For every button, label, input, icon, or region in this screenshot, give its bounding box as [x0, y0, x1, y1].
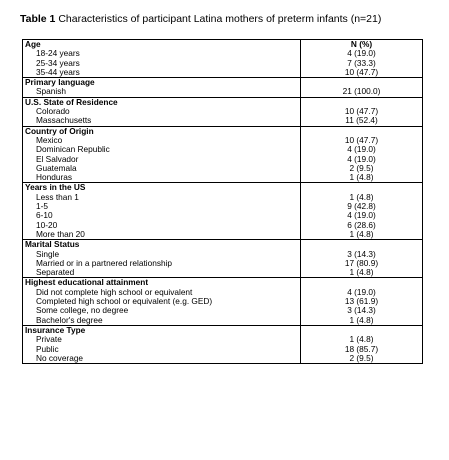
row-label: 35-44 years [36, 67, 80, 77]
row-label: No coverage [36, 353, 84, 363]
table-row [23, 221, 423, 230]
section-header-row [23, 183, 423, 193]
table-row [23, 193, 423, 202]
section-value-empty [301, 78, 423, 88]
row-value: 18 (85.7) [301, 345, 423, 354]
table-row [23, 173, 423, 183]
row-label-cell [23, 116, 301, 126]
row-label-cell [23, 316, 301, 326]
row-label-cell [23, 259, 301, 268]
section-header-row [23, 126, 423, 136]
row-value: 9 (42.8) [301, 202, 423, 211]
row-value: 4 (19.0) [301, 155, 423, 164]
table-row [23, 87, 423, 97]
row-label: 25-34 years [36, 58, 80, 68]
row-label: Less than 1 [36, 192, 79, 202]
value-column-header: N (%) [301, 40, 423, 50]
row-label-cell [23, 250, 301, 259]
row-value: 21 (100.0) [301, 87, 423, 97]
row-label: Married or in a partnered relationship [36, 258, 173, 268]
table-row [23, 345, 423, 354]
row-label: More than 20 [36, 229, 85, 239]
table-row [23, 136, 423, 145]
section-header-row [23, 78, 423, 88]
section-title: Marital Status [23, 240, 301, 250]
table-row [23, 155, 423, 164]
row-label-cell [23, 107, 301, 116]
row-label-cell [23, 173, 301, 183]
section-header-row [23, 325, 423, 335]
row-label-cell [23, 155, 301, 164]
row-label: Guatemala [36, 163, 77, 173]
table-row [23, 259, 423, 268]
row-label: Bachelor's degree [36, 315, 103, 325]
row-label: 10-20 [36, 220, 58, 230]
section-header-row [23, 40, 423, 50]
row-value: 10 (47.7) [301, 68, 423, 78]
characteristics-table-body [23, 40, 423, 364]
row-label-cell [23, 306, 301, 315]
section-title: Years in the US [23, 183, 301, 193]
table-row [23, 116, 423, 126]
row-label: Massachusetts [36, 116, 92, 126]
characteristics-table [22, 39, 423, 364]
table-row [23, 49, 423, 58]
row-label: Single [36, 249, 60, 259]
row-value: 10 (47.7) [301, 136, 423, 145]
table-row [23, 250, 423, 259]
row-value: 10 (47.7) [301, 107, 423, 116]
table-row [23, 335, 423, 344]
row-label-cell [23, 354, 301, 364]
table-row [23, 297, 423, 306]
row-label: El Salvador [36, 154, 79, 164]
row-label-cell [23, 68, 301, 78]
row-label-cell [23, 335, 301, 344]
row-value: 1 (4.8) [301, 230, 423, 240]
row-label-cell [23, 345, 301, 354]
row-value: 4 (19.0) [301, 49, 423, 58]
row-label: Completed high school or equivalent (e.g. GED) [36, 297, 213, 307]
row-label: Colorado [36, 107, 70, 117]
section-value-empty [301, 278, 423, 288]
row-label: Private [36, 335, 62, 345]
section-title: Insurance Type [23, 325, 301, 335]
row-label-cell [23, 288, 301, 297]
section-value-empty [301, 325, 423, 335]
table-row [23, 354, 423, 364]
row-label-cell [23, 221, 301, 230]
row-label: 18-24 years [36, 49, 80, 59]
row-label-cell [23, 268, 301, 278]
row-label-cell [23, 136, 301, 145]
row-label: Spanish [36, 87, 66, 97]
row-value: 4 (19.0) [301, 211, 423, 220]
row-label: 6-10 [36, 211, 53, 221]
table-row [23, 268, 423, 278]
row-label-cell [23, 164, 301, 173]
row-value: 1 (4.8) [301, 173, 423, 183]
section-title: Primary language [23, 78, 301, 88]
section-title: U.S. State of Residence [23, 97, 301, 107]
section-header-row [23, 97, 423, 107]
section-title: Age [23, 40, 301, 50]
row-label: 1-5 [36, 202, 48, 212]
row-label-cell [23, 59, 301, 68]
table-row [23, 107, 423, 116]
row-value: 1 (4.8) [301, 316, 423, 326]
row-value: 17 (80.9) [301, 259, 423, 268]
table-row [23, 306, 423, 315]
table-row [23, 316, 423, 326]
table-row [23, 211, 423, 220]
row-value: 2 (9.5) [301, 354, 423, 364]
row-label-cell [23, 211, 301, 220]
row-label-cell [23, 145, 301, 154]
row-value: 4 (19.0) [301, 145, 423, 154]
row-label: Mexico [36, 135, 63, 145]
section-title: Country of Origin [23, 126, 301, 136]
row-label-cell [23, 230, 301, 240]
section-header-row [23, 278, 423, 288]
row-value: 3 (14.3) [301, 250, 423, 259]
table-row [23, 59, 423, 68]
row-value: 2 (9.5) [301, 164, 423, 173]
row-label-cell [23, 297, 301, 306]
row-label-cell [23, 49, 301, 58]
table-row [23, 230, 423, 240]
row-label-cell [23, 202, 301, 211]
table-caption-text: Characteristics of participant Latina mothers of preterm infants (n=21) [58, 13, 382, 25]
section-value-empty [301, 97, 423, 107]
row-label: Public [36, 344, 59, 354]
row-label-cell [23, 193, 301, 202]
row-label: Some college, no degree [36, 306, 129, 316]
section-value-empty [301, 183, 423, 193]
row-label-cell [23, 87, 301, 97]
table-row [23, 164, 423, 173]
section-value-empty [301, 240, 423, 250]
section-title: Highest educational attainment [23, 278, 301, 288]
row-value: 1 (4.8) [301, 193, 423, 202]
row-value: 4 (19.0) [301, 288, 423, 297]
row-label: Dominican Republic [36, 145, 110, 155]
section-value-empty [301, 126, 423, 136]
table-caption [20, 13, 381, 25]
row-label: Honduras [36, 173, 72, 183]
row-value: 1 (4.8) [301, 335, 423, 344]
row-value: 13 (61.9) [301, 297, 423, 306]
row-label: Separated [36, 268, 75, 278]
table-row [23, 145, 423, 154]
table-row [23, 68, 423, 78]
table-caption-label: Table 1 [20, 13, 56, 25]
row-value: 7 (33.3) [301, 59, 423, 68]
row-value: 1 (4.8) [301, 268, 423, 278]
row-label: Did not complete high school or equivalent [36, 287, 193, 297]
row-value: 3 (14.3) [301, 306, 423, 315]
section-header-row [23, 240, 423, 250]
row-value: 6 (28.6) [301, 221, 423, 230]
row-value: 11 (52.4) [301, 116, 423, 126]
table-row [23, 288, 423, 297]
table-row [23, 202, 423, 211]
